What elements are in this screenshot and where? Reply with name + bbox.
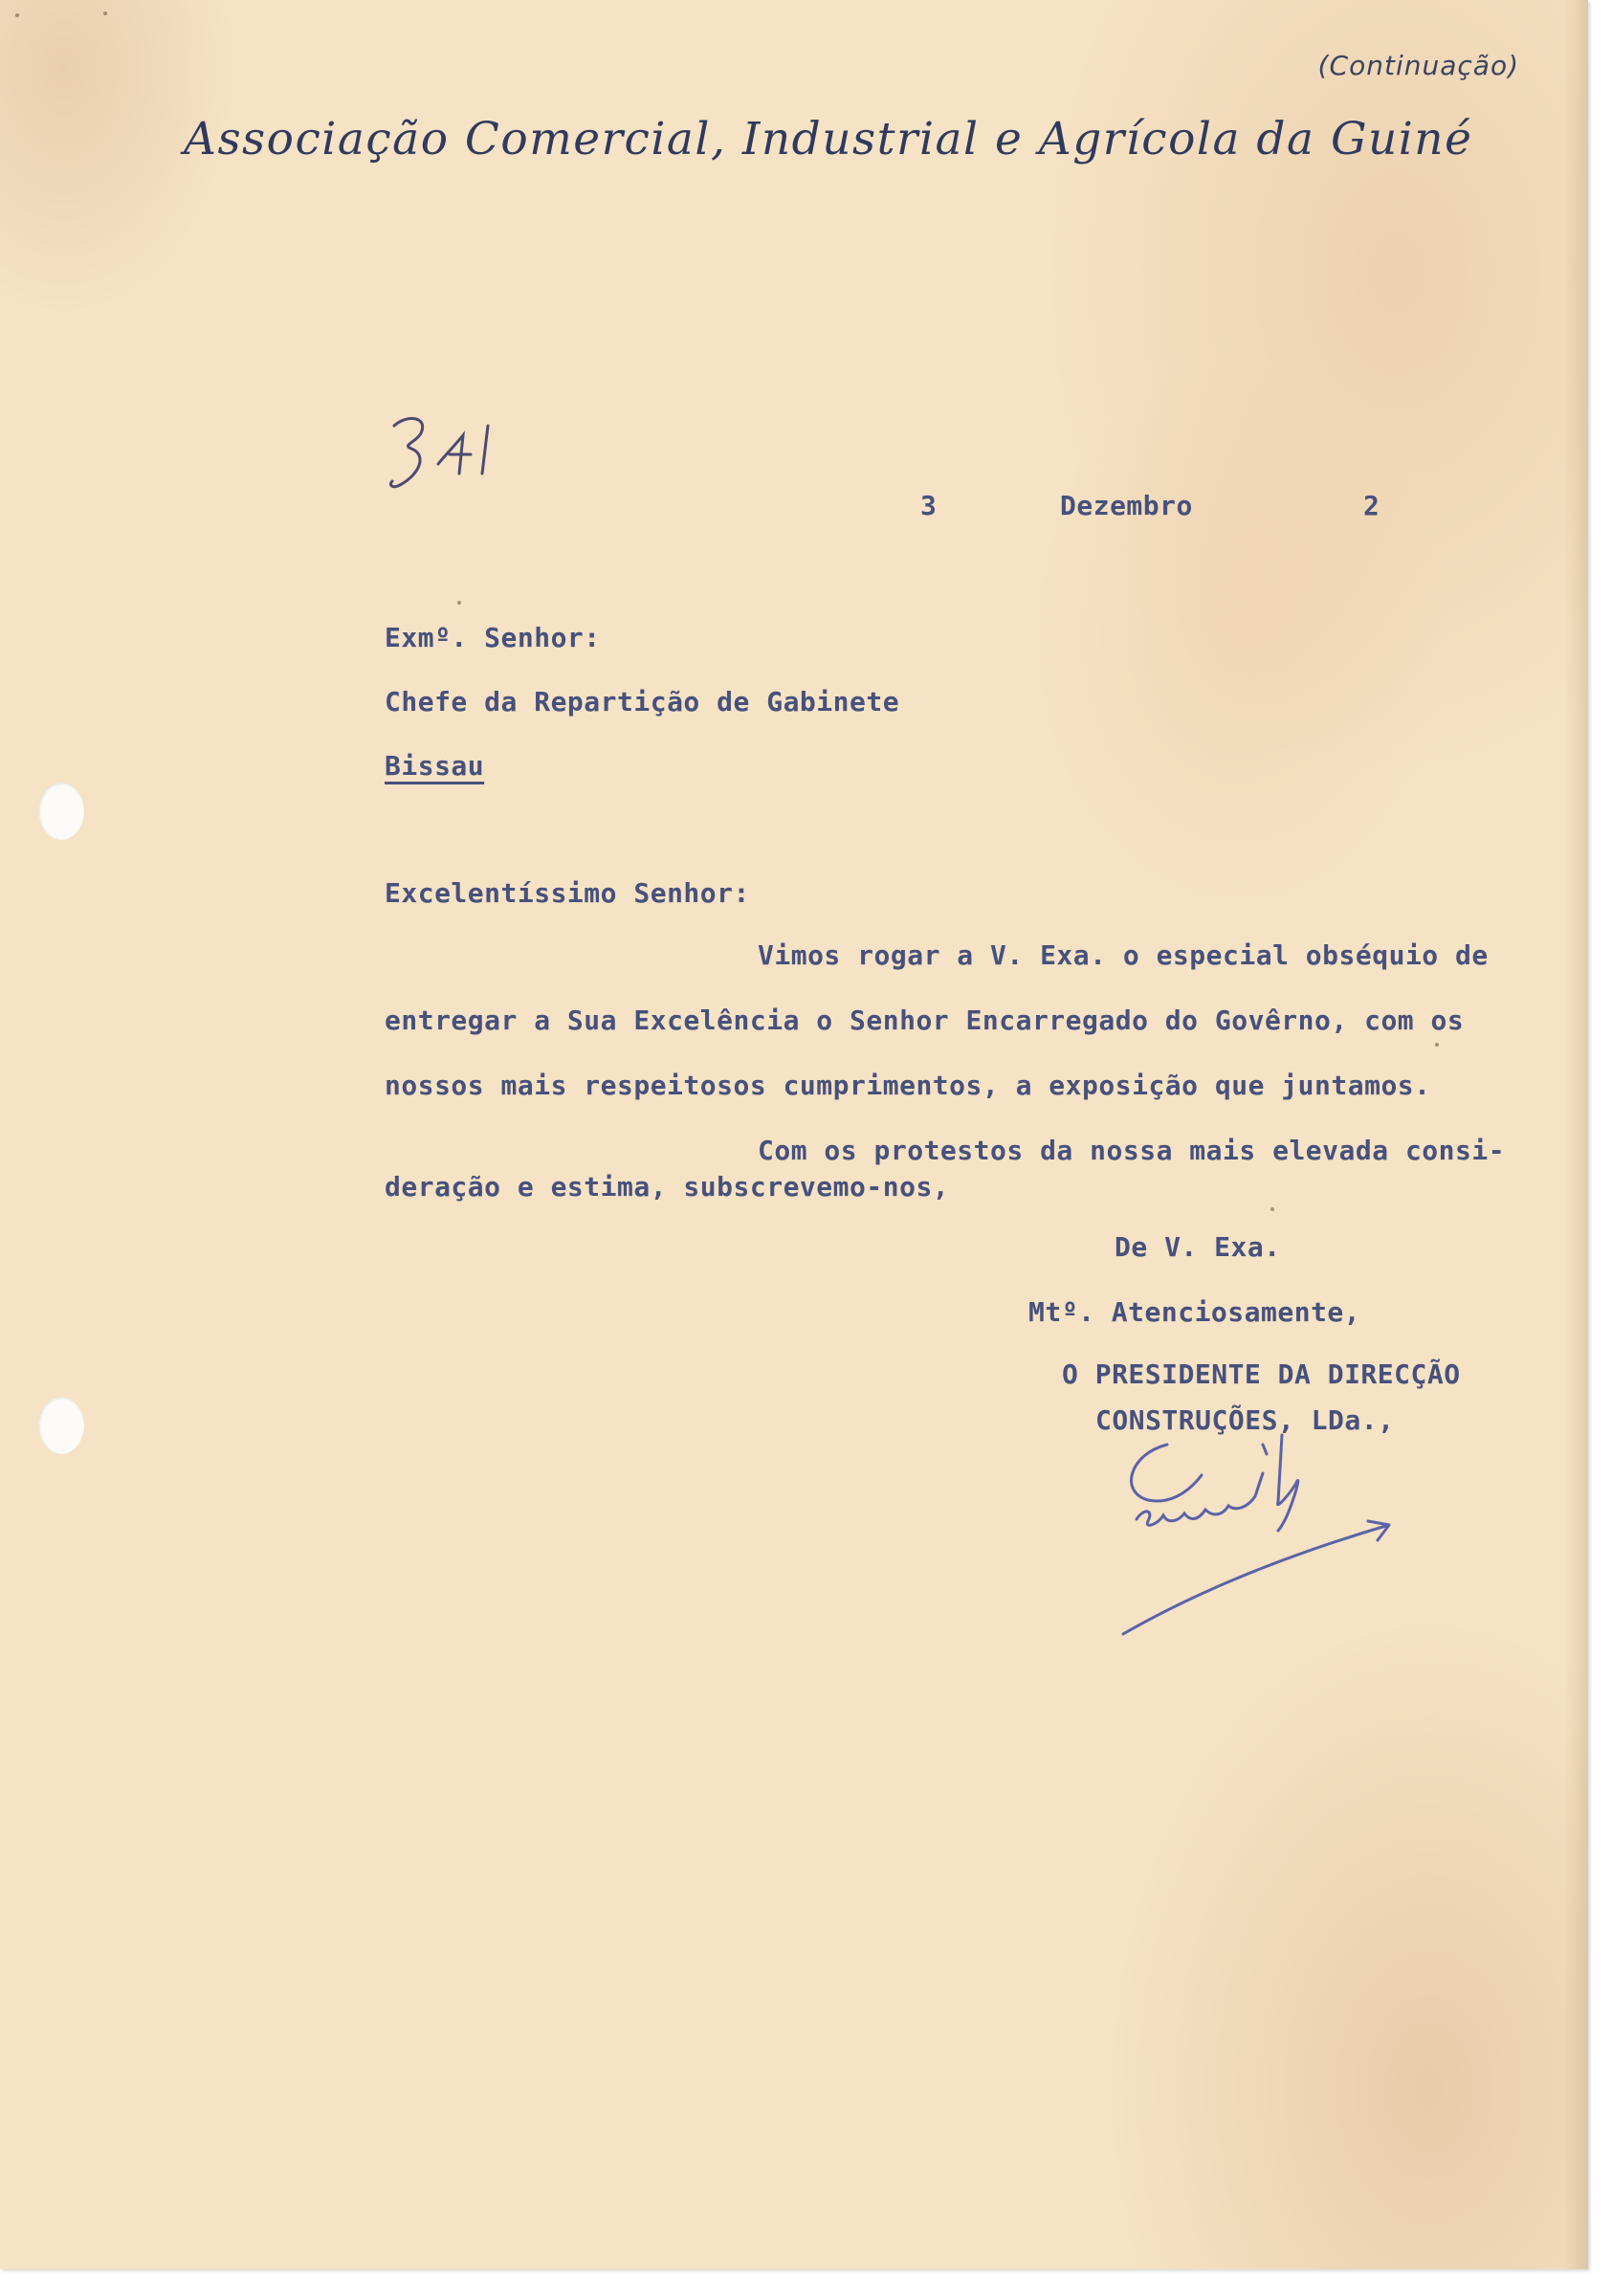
paper-speck xyxy=(1435,1043,1439,1047)
sign-off-line: De V. Exa. xyxy=(1115,1231,1281,1263)
body-line: nossos mais respeitosos cumprimentos, a exposição que juntamos. xyxy=(385,1070,1431,1101)
paper-speck xyxy=(103,11,107,15)
recipient-greeting: Exmº. Senhor: xyxy=(385,622,601,653)
date-day: 3 xyxy=(920,490,938,521)
body-line: Vimos rogar a V. Exa. o especial obséquio de xyxy=(758,939,1489,971)
closing-line: deração e estima, subscrevemo-nos, xyxy=(385,1171,950,1203)
handwritten-reference-number xyxy=(383,407,517,502)
paper-speck xyxy=(457,601,461,605)
paper-speck xyxy=(15,13,19,17)
letterhead-title: Associação Comercial, Industrial e Agrícola da Guiné xyxy=(184,113,1473,166)
closing-line: Com os protestos da nossa mais elevada consi- xyxy=(758,1135,1506,1166)
page-edge-shadow xyxy=(1564,0,1588,2269)
body-line: entregar a Sua Excelência o Senhor Encarregado do Govêrno, com os xyxy=(385,1004,1465,1036)
date-month: Dezembro xyxy=(1060,490,1193,521)
handwritten-signature xyxy=(1110,1425,1416,1645)
date-year: 2 xyxy=(1363,490,1380,521)
sign-off-title: O PRESIDENTE DA DIRECÇÃO xyxy=(1062,1358,1461,1390)
continuation-label: (Continuação) xyxy=(1317,50,1519,81)
punch-hole-top xyxy=(38,783,84,840)
recipient-title: Chefe da Repartição de Gabinete xyxy=(385,686,900,718)
letter-salutation: Excelentíssimo Senhor: xyxy=(385,877,750,909)
punch-hole-bottom xyxy=(38,1397,84,1454)
sign-off-company: CONSTRUÇÕES, LDa., xyxy=(1095,1404,1395,1436)
recipient-city: Bissau xyxy=(385,750,485,782)
paper-speck xyxy=(1270,1207,1274,1211)
sign-off-line: Mtº. Atenciosamente, xyxy=(1028,1296,1361,1328)
